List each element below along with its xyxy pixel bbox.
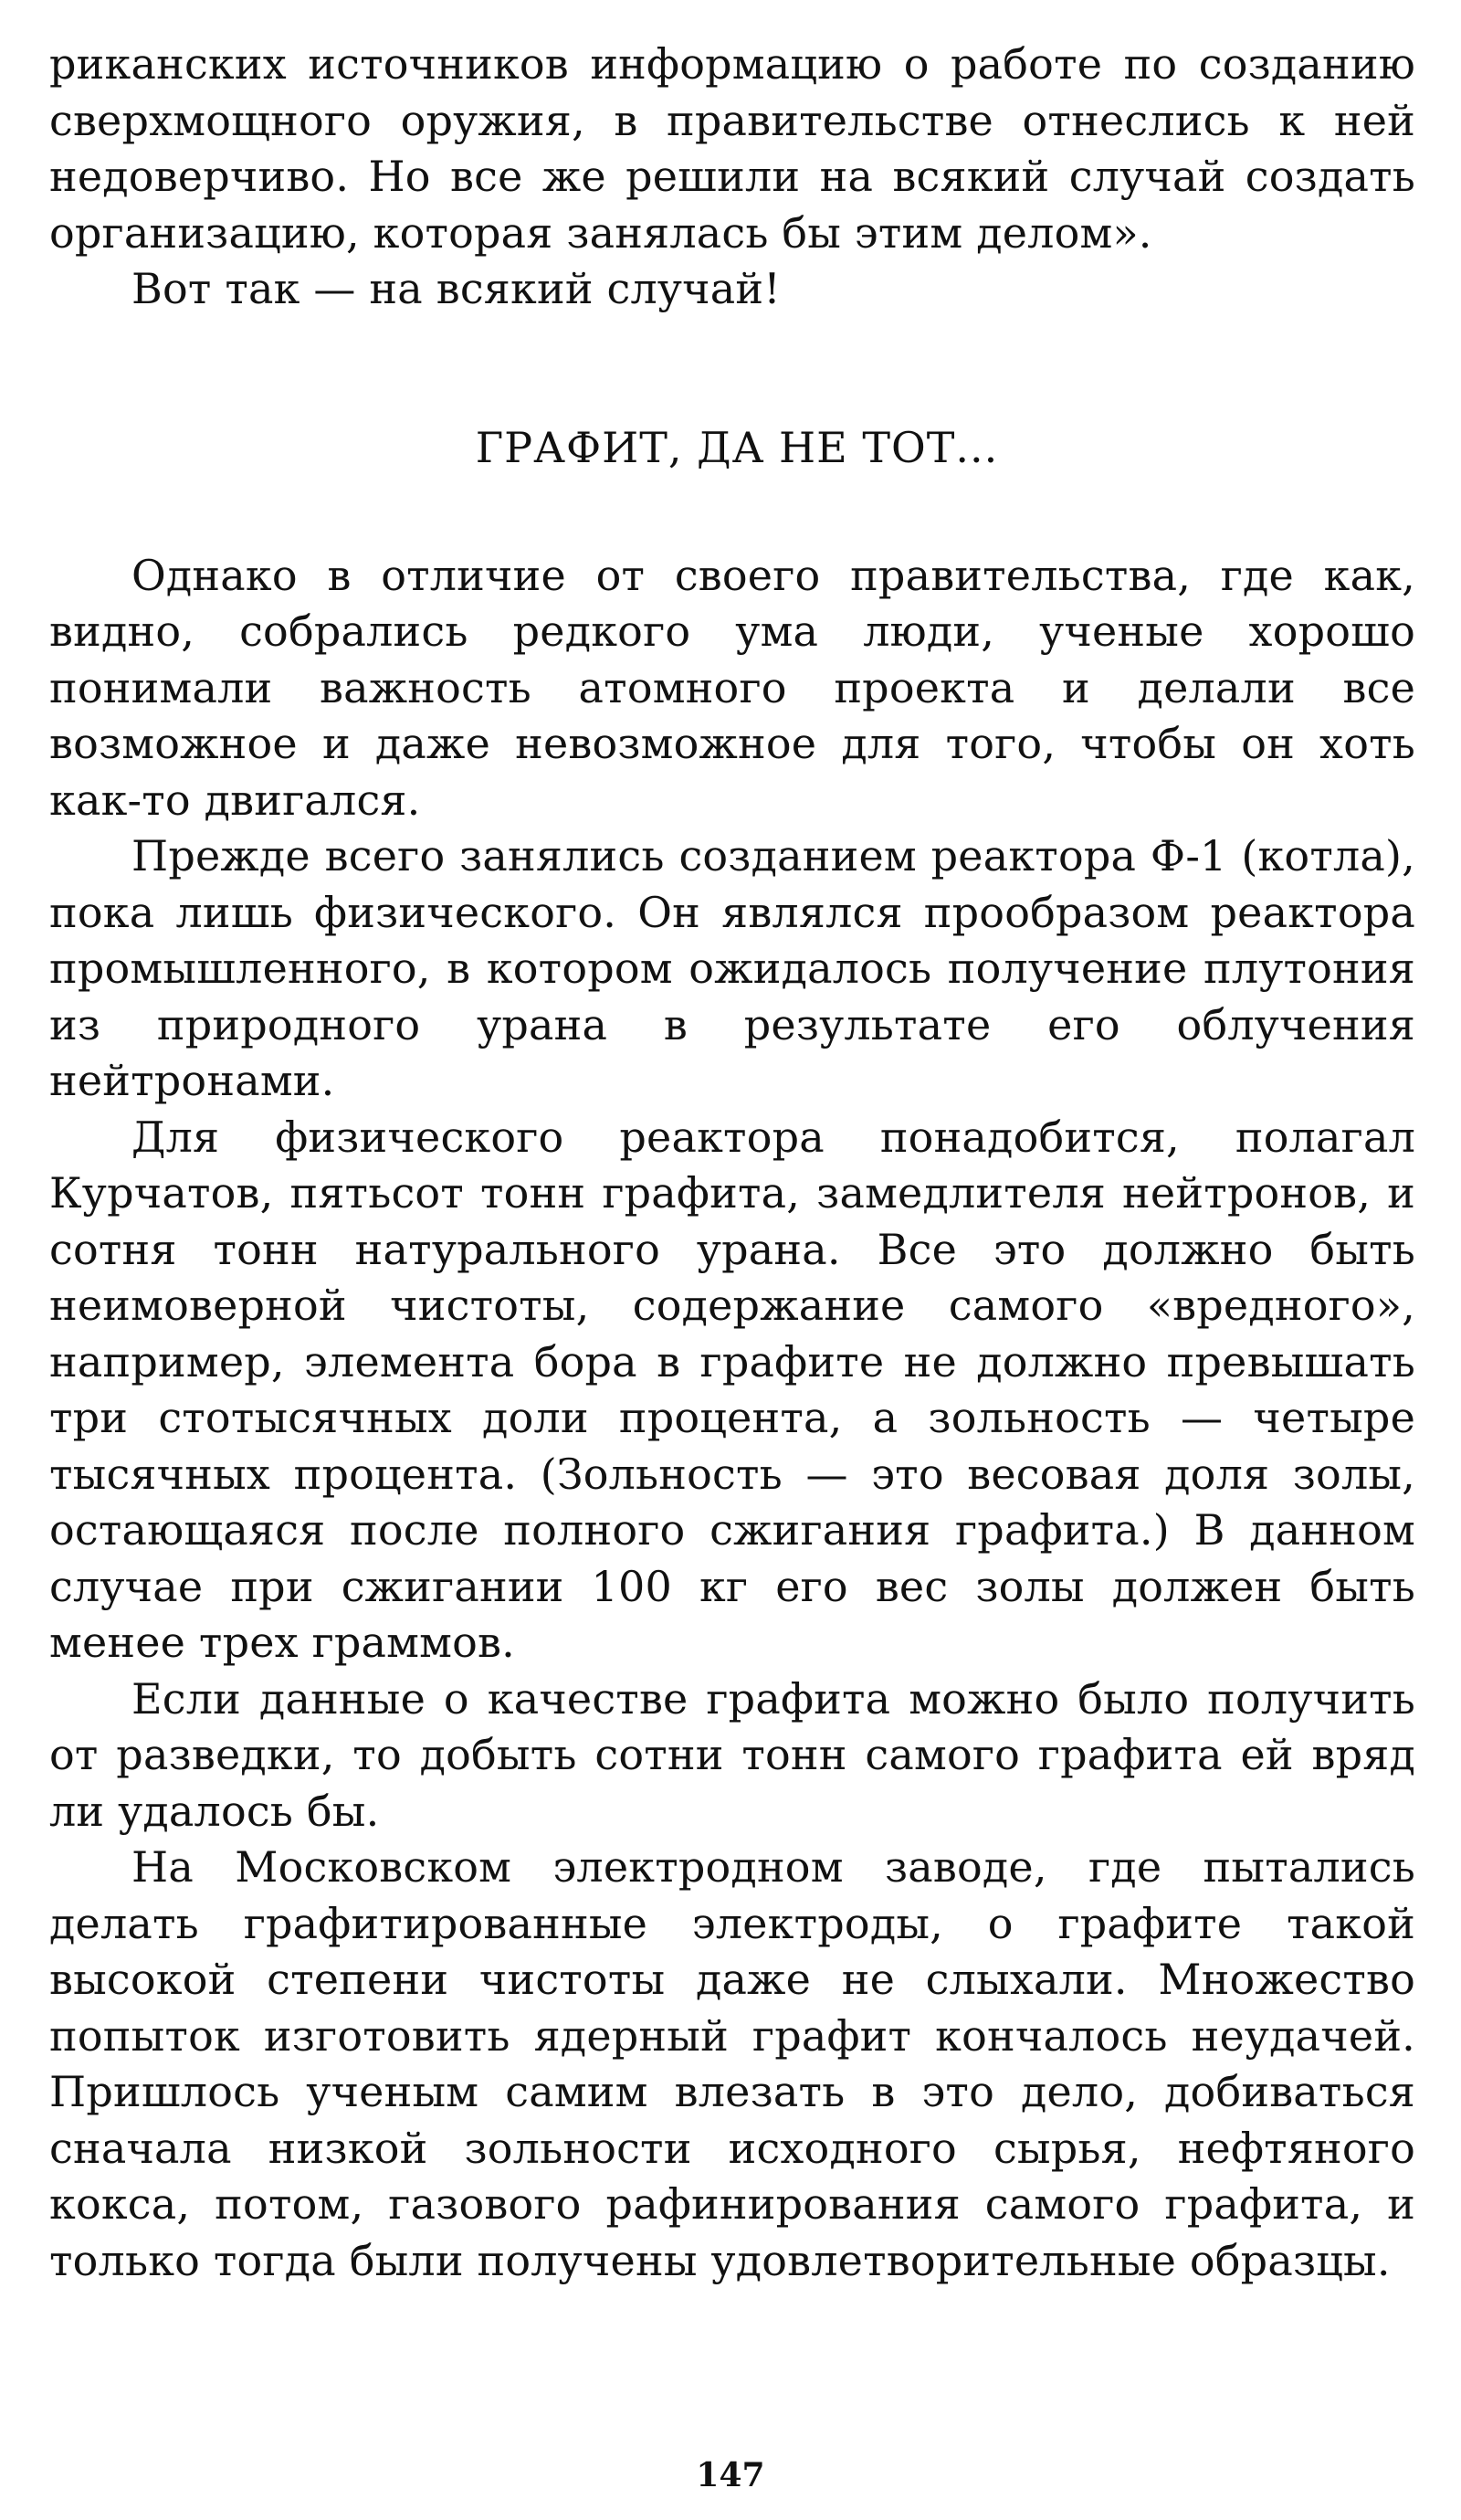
closing-remark: Вот так — на всякий случай!	[131, 264, 781, 313]
continued-paragraph: риканских источников информацию о работе по созданию сверхмощного оружия, в правительстве отнеслись к ней недоверчиво. Но все же решили на всякий случай создать организацию, которая занялась бы этим делом».	[49, 39, 1415, 258]
paragraph-1: Однако в отличие от своего правительства, где как, видно, собрались редкого ума люди, ученые хорошо понимали важность атомного проекта и делали все возможное и даже невозможное для того, чтобы он хоть как-то двигался.	[49, 550, 1415, 825]
book-page	[49, 37, 1415, 2289]
paragraph-4: Если данные о качестве графита можно было получить от разведки, то добыть сотни тонн самого графита ей вряд ли удалось бы.	[49, 1673, 1415, 1836]
page-number: 147	[696, 2456, 765, 2494]
paragraph-2: Прежде всего занялись созданием реактора Ф-1 (котла), пока лишь физического. Он являлся прообразом реактора промышленного, в котором ожидалось получение плутония из природного урана в результате его облучения нейтронами.	[49, 831, 1415, 1105]
section-heading: ГРАФИТ, ДА НЕ ТОТ...	[475, 422, 999, 472]
paragraph-5: На Московском электродном заводе, где пытались делать графитированные электроды, о графите такой высокой степени чистоты даже не слыхали. Множество попыток изготовить ядерный графит кончалось неудачей. Пришлось ученым самим влезать в это дело, добиваться сначала низкой зольности исходного сырья, нефтяного кокса, потом, газового рафинирования самого графита, и только тогда были получены удовлетворительные образцы.	[49, 1842, 1415, 2285]
paragraph-3: Для физического реактора понадобится, полагал Курчатов, пятьсот тонн графита, замедлителя нейтронов, и сотня тонн натурального урана. Все это должно быть неимоверной чистоты, содержание самого «вредного», например, элемента бора в графите не должно превышать три стотысячных доли процента, а зольность — четыре тысячных процента. (Зольность — это весовая доля золы, остающаяся после полного сжигания графита.) В данном случае при сжигании 100 кг его вес золы должен быть менее трех граммов.	[49, 1112, 1415, 1667]
